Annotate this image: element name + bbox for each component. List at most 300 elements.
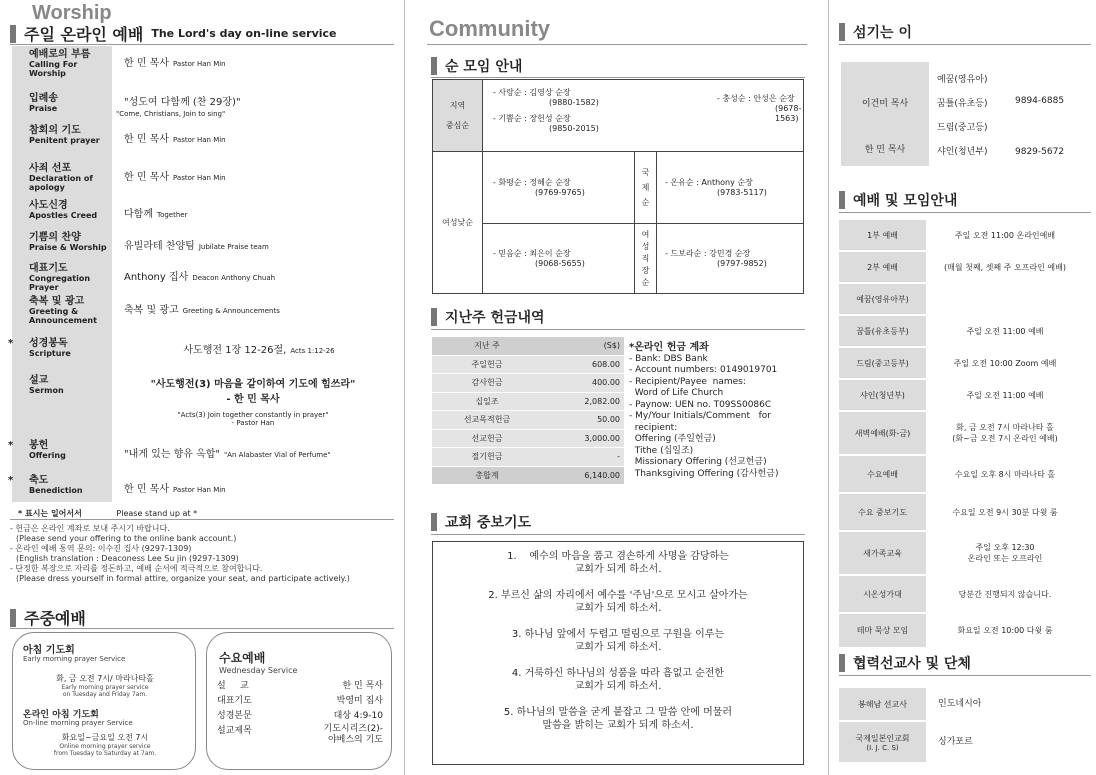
order-label-ko: 입례송 [29,93,58,104]
worship-ghost-title: Worship [32,2,112,24]
online-en: On-line morning prayer Service [23,719,133,727]
prayer-box [432,541,804,765]
mission-label-line: 봉해남 선교사 [858,699,907,709]
order-value-en: Deacon Anthony Chuah [192,274,276,282]
schedule-title: 예배 및 모임안내 [853,193,958,209]
group-peace [483,152,635,224]
wed-row-value-line: 박영미 집사 [336,696,383,706]
schedule-value-line: (매월 첫째, 셋째 주 오프라인 예배) [944,262,1066,272]
order-value-en: Pastor Han Min [173,174,226,182]
order-label-ko: 설교 [29,375,49,386]
mission-label-line: (I. J. C. S) [866,743,899,752]
wed-rows [217,679,383,746]
prayer-item [433,706,803,732]
offering-label: 총합계 [432,466,542,485]
bank-line: Offering (주일헌금) [629,434,716,444]
dawn-time: 화, 금 오전 7시/ 마라나타홀 [56,674,154,683]
section-bar [10,25,16,43]
offering-amount: 6,140.00 [542,466,624,485]
prayer-item [433,628,803,654]
community-column [405,0,829,775]
schedule-label: 2부 예배 [839,252,926,282]
group-mid-work: 여 성 직 장 순 [635,224,657,294]
bank-title: *온라인 헌금 계좌 [629,342,709,353]
group-faith [483,224,635,294]
schedule-value-line: 당분간 진행되지 않습니다. [958,589,1052,599]
worship-section-header [10,22,337,45]
order-value-ko: 한 민 목사 [124,172,169,183]
order-label-ko: 예배로의 부름 [29,49,91,60]
order-label [12,90,112,122]
group-peace-phone: (9769-9765) [535,187,585,197]
schedule-label: 1부 예배 [839,220,926,250]
standing-mark: * [8,338,14,349]
order-label-en: Congregation Prayer [29,274,91,292]
serve-section-header [839,22,912,42]
group-gentle [657,152,804,224]
section-bar [10,609,16,627]
dawn-en: Early morning prayer Service [23,655,126,663]
serve-b-name: 한 민 목사 [864,145,906,155]
schedule-value-line: 온라인 또는 오프라인 [967,554,1043,563]
schedule-value-line: 화, 금 오전 7시 마라나타 홀 [956,423,1054,432]
schedule-value-line: 수요일 오후 8시 마라나타 홀 [954,469,1056,479]
note-line: (English translation : Deaconess Lee Su jin (9297-1309) [16,554,239,563]
order-value-en: "An Alabaster Vial of Perfume" [224,451,331,459]
prayer-item [433,550,803,576]
offering-row [432,411,624,430]
schedule-row [839,284,1084,316]
wed-row-key: 설 교 [217,681,249,691]
order-label [12,293,112,335]
order-value [112,90,394,122]
wed-row [217,694,383,709]
mission-label-line: 국제일본인교회 [855,733,910,743]
dawn-time-en1: Early morning prayer service [61,684,149,691]
order-value [112,372,394,437]
bank-line: - Account numbers: 0149019701 [629,365,778,375]
schedule-row [839,576,1084,614]
group-deborah-line: - 드보라순 : 강민경 순장 [665,248,751,258]
schedule-value [926,469,1084,480]
note-line: - 단정한 복장으로 자리를 정돈하고, 예배 순서에 적극적으로 참여합니다. [10,564,263,573]
serve-a-roles [937,68,988,164]
offering-label: 감사헌금 [432,374,542,393]
schedule-row [839,494,1084,532]
order-label [8,472,112,502]
order-label-en: Benediction [29,486,83,495]
serve-a-role: 드림(중고등) [937,123,988,133]
prayer-line: 2. 부르신 삶의 자리에서 예수를 '주님'으로 모시고 살아가는 [488,590,748,601]
schedule-value-line: 수요일 오전 9시 30분 다윗 룸 [952,507,1058,517]
sermon-preacher: - 한 민 목사 [226,394,280,405]
section-bar [431,513,437,531]
schedule-value-line: 주일 오전 10:00 Zoom 예배 [953,358,1057,368]
note-line: - 온라인 예배 통역 문의: 이수진 집사 (9297-1309) [10,544,192,553]
worship-title: 주일 온라인 예배 [24,25,144,44]
order-label-ko: 축도 [29,475,49,486]
order-row [12,46,394,90]
stand-note [18,508,197,519]
group-cell-region [483,80,804,152]
order-value [112,472,394,502]
bank-line: - My/Your Initials/Comment for [629,411,771,421]
order-value-ko: 한 민 목사 [124,484,169,495]
morning-prayer-box [12,632,196,770]
schedule-value-line: 주일 오후 12:30 [975,543,1035,552]
serve-a-name: 이건미 목사 [861,99,909,109]
serve-a-role: 꿈틀(유초등) [937,99,988,109]
order-label [12,197,112,229]
wednesday-service-box [206,632,392,770]
order-label-en: Sermon [29,386,64,395]
schedule-label: 수요예배 [839,456,926,492]
offering-amount: - [542,448,624,467]
online-time-en2: from Tuesday to Saturday at 7am. [53,750,157,757]
group-faith-phone: (9068-5655) [535,258,585,268]
offering-amount: 400.00 [542,374,624,393]
mission-title: 협력선교사 및 단체 [853,656,971,672]
schedule-label: 테마 묵상 모임 [839,614,926,647]
wed-row [217,709,383,724]
offering-table [432,337,624,485]
divider [10,44,394,45]
order-value [112,46,394,90]
group-deborah-phone: (9797-9852) [717,258,767,268]
order-value-ko: 다함께 [124,209,153,220]
schedule-value [926,390,1084,401]
order-value-ko: 사도행전 1장 12-26절, [183,345,287,356]
order-row [12,260,394,293]
order-value-ko: 축복 및 광고 [124,305,179,316]
prayer-line: 교회가 되게 하소서. [574,564,662,575]
offering-head-unit: (S$) [542,337,624,355]
serve-a-phone: 9894-6885 [1015,96,1065,106]
prayer-item [433,667,803,693]
schedule-value [926,326,1084,337]
schedule-value [926,589,1084,600]
order-value [112,437,394,472]
schedule-label: 꿈틀(유초등부) [839,316,926,346]
order-value-ko: 한 민 목사 [124,58,169,69]
worship-column [0,0,405,775]
prayer-item [433,589,803,615]
bank-line: - Bank: DBS Bank [629,353,708,364]
serve-b-role: 샤인(청년부) [937,147,988,157]
order-label [12,260,112,293]
order-label-ko: 사도신경 [29,200,68,211]
offering-row [432,448,624,467]
group-loyal-line: - 충성순 : 안성은 순장 [717,94,795,103]
divider [431,329,805,330]
standing-mark: * [8,475,14,486]
schedule-label: 새벽예배(화-금) [839,412,926,454]
prayer-title: 교회 중보기도 [445,515,532,531]
order-label-ko: 대표기도 [29,263,68,274]
worship-title-en: The Lord's day on-line service [151,27,337,40]
serve-b-phone: 9829-5672 [1015,147,1065,157]
stand-note-en: Please stand up at * [116,509,198,518]
order-value [112,335,394,372]
divider [839,212,1091,213]
community-ghost-title: Community [429,16,550,41]
schedule-label: 수요 중보기도 [839,494,926,530]
wed-row [217,679,383,694]
prayer-line: 말씀을 밝히는 교회가 되게 하소서. [542,720,694,731]
order-label [8,437,112,472]
schedule-value-line: 주일 오전 11:00 온라인예배 [954,230,1056,240]
prayer-section-header [431,512,531,532]
order-row [12,160,394,197]
order-label [8,335,112,372]
order-row [12,90,394,122]
mission-label [839,688,926,720]
order-label-ko: 참회의 기도 [29,125,81,136]
sermon-preacher-en: - Pastor Han [231,419,275,427]
info-column [829,0,1096,775]
order-label-en: Scripture [29,349,71,358]
bank-line: Tithe (십일조) [629,445,694,456]
group-love [493,88,599,134]
offering-label: 주일헌금 [432,355,542,374]
group-joy-line: - 기쁨순 : 장헌성 순장 [493,114,571,123]
order-value-ko: 유빌라테 찬양팀 [124,241,195,252]
order-label-en: Praise [29,104,58,113]
weekday-section-header [10,606,86,629]
schedule-grid [839,220,1084,649]
offering-label: 선교목적헌금 [432,411,542,430]
order-value-en: Greeting & Announcements [182,307,280,315]
offering-amount: 2,082.00 [542,392,624,411]
schedule-row [839,348,1084,380]
schedule-row [839,614,1084,649]
prayer-line: 교회가 되게 하소서. [574,642,662,653]
group-peace-line: - 화평순 : 정혜순 순장 [493,177,571,187]
group-loyal-phone: (9678-1563) [775,104,802,123]
order-row [12,197,394,229]
dawn-title: 아침 기도회 [23,645,75,656]
schedule-row [839,456,1084,494]
order-value-en: Acts 1:12-26 [290,347,335,355]
order-value-en: Together [156,211,188,219]
schedule-section-header [839,190,957,210]
divider [427,44,807,45]
schedule-value-line: 주일 오전 11:00 예배 [966,390,1044,400]
order-label-en: Penitent prayer [29,136,100,145]
offering-section-header [431,307,545,327]
wed-row-value-line: 야베스의 기도 [327,735,383,745]
mission-section-header [839,653,971,673]
online-time-en1: Online morning prayer service [59,743,151,750]
offering-amount: 50.00 [542,411,624,430]
online-time: 화요일~금요일 오전 7시 [61,733,149,742]
bank-line: Thanksgiving Offering (감사헌금) [629,468,779,479]
group-label-region: 지역 중심순 [433,80,483,152]
divider [10,519,394,520]
schedule-label: 샤인(청년부) [839,380,926,410]
section-bar [839,23,845,41]
schedule-value-line: 화요일 오전 10:00 다윗 룸 [957,626,1053,635]
order-value-en: Pastor Han Min [173,136,226,144]
schedule-row [839,412,1084,456]
groups-title: 순 모임 안내 [445,59,523,75]
standing-mark: * [8,440,14,451]
order-value-en: Pastor Han Min [173,60,226,68]
schedule-value [926,625,1084,636]
order-label-ko: 성경봉독 [29,338,68,349]
offering-row [432,374,624,393]
group-love-phone: (9880-1582) [549,98,599,107]
group-love-line: - 사랑순 : 김영상 순장 [493,88,571,97]
prayer-line: 교회가 되게 하소서. [574,603,662,614]
prayer-line: 5. 하나님의 말씀을 굳게 붙잡고 그 말씀 안에 머물러 [503,707,733,718]
group-joy-phone: (9850-2015) [549,124,599,133]
schedule-label: 드림(중고등부) [839,348,926,378]
divider [10,628,394,629]
order-value-en: Pastor Han Min [173,486,226,494]
order-value-ko: "성도여 다함께 (찬 29장)" [124,97,241,108]
order-label [12,46,112,90]
schedule-label: 시온성가대 [839,576,926,612]
schedule-value [926,542,1084,564]
order-row [8,472,394,502]
group-loyal [717,94,803,124]
order-value [112,160,394,197]
sermon-title: "사도행전(3) 마음을 같이하여 기도에 힘쓰라" [150,379,356,390]
group-gentle-phone: (9783-5117) [717,187,767,197]
wed-row-value [324,724,383,746]
mission-value: 인도네시아 [938,698,982,709]
offering-row [432,392,624,411]
order-label-en: Calling For Worship [29,60,78,78]
offering-label: 십일조 [432,392,542,411]
divider [431,534,805,535]
wed-row-value-line: 기도시리즈(2)- [323,724,383,734]
offering-label: 절기헌금 [432,448,542,467]
order-value-ko: 한 민 목사 [124,134,169,145]
note-line: (Please send your offering to the online bank account.) [16,534,237,543]
mission-row [839,722,1084,764]
schedule-value [926,507,1084,518]
schedule-value [926,262,1084,273]
serve-a-role: 예꿈(영유아) [937,75,988,85]
wed-row-value [334,709,383,724]
group-faith-line: - 믿음순 : 최은이 순장 [493,248,571,258]
wed-row-key: 설교제목 [217,726,252,736]
weekday-title: 주중예배 [24,609,86,628]
order-label-en: Offering [29,451,66,460]
prayer-line: 1. 예수의 마음을 품고 겸손하게 사명을 감당하는 [507,551,729,562]
order-row [12,229,394,260]
section-bar [431,308,437,326]
prayer-line: 교회가 되게 하소서. [574,681,662,692]
bank-lines [629,354,778,481]
order-value [112,122,394,160]
mission-label [839,722,926,762]
offering-amount: 608.00 [542,355,624,374]
prayer-line: 4. 거룩하신 하나님의 성품을 따라 흠없고 순전한 [511,668,725,679]
offering-row [432,355,624,374]
order-label-ko: 사죄 선포 [29,163,72,174]
order-label [12,229,112,260]
sermon-title-en: "Acts(3) Join together constantly in prayer" [177,411,329,419]
order-row [12,122,394,160]
wed-row-value-line: 한 민 목사 [342,681,383,691]
schedule-label: 예꿈(영유아부) [839,284,926,314]
order-value-ko: "내게 있는 향유 옥합" [124,449,221,460]
offering-title: 지난주 헌금내역 [445,310,545,326]
order-value-ko: Anthony 집사 [124,272,189,283]
prayer-line: 3. 하나님 앞에서 두렵고 떨림으로 구원을 이루는 [511,629,725,640]
schedule-value-line: 주일 오전 11:00 예배 [966,326,1044,336]
schedule-value [926,422,1084,444]
wed-row [217,724,383,746]
serve-names [841,62,929,166]
wed-row-key: 성경본문 [217,711,252,721]
order-label [12,160,112,197]
serve-title: 섬기는 이 [853,25,912,41]
order-label-en: Praise & Worship [29,243,107,252]
schedule-value [926,230,1084,241]
mission-row [839,688,1084,722]
section-bar [839,654,845,672]
order-row [12,372,394,437]
order-row [8,437,394,472]
schedule-value-line: (화~금 오전 7시 온라인 예배) [952,434,1058,443]
online-time-en [13,743,197,757]
order-value-en: "Come, Christians, Join to sing" [116,110,226,118]
offering-row [432,429,624,448]
mission-value: 싱가포르 [938,736,973,747]
bank-line: - Recipient/Payee names: [629,376,746,387]
divider [431,77,805,78]
mission-grid [839,688,1084,764]
wed-row-key: 대표기도 [217,696,252,706]
stand-note-ko: * 표시는 일어서서 [18,509,82,518]
group-gentle-line: - 온유순 : Anthony 순장 [665,177,753,187]
note-line: - 헌금은 온라인 계좌로 보내 주시기 바랍니다. [10,524,170,533]
section-bar [431,57,437,75]
bank-line: Missionary Offering (선교헌금) [629,457,767,467]
order-label [12,122,112,160]
notes-list [10,524,350,584]
bank-info [629,342,778,480]
order-label-ko: 축복 및 광고 [29,296,85,307]
group-deborah [657,224,804,294]
schedule-row [839,380,1084,412]
order-label-en: Greeting & Announcement [29,307,97,325]
bank-line: Word of Life Church [629,388,724,398]
bank-line: recipient: [629,422,678,433]
wed-row-value-line: 대상 4:9-10 [333,711,383,721]
order-value [112,197,394,229]
order-label [12,372,112,437]
note-line: (Please dress yourself in formal attire, organize your seat, and participate actively.) [16,574,350,583]
offering-amount: 3,000.00 [542,429,624,448]
bank-line: - Paynow: UEN no. T09SS0086C [629,399,772,410]
order-label-ko: 봉헌 [29,440,49,451]
order-label-en: Apostles Creed [29,211,98,220]
schedule-value [926,358,1084,369]
divider [839,675,1091,676]
dawn-time-en2: on Tuesday and Friday 7am. [62,691,148,698]
section-bar [839,191,845,209]
order-value [112,260,394,293]
wed-title: 수요예배 [219,651,266,665]
divider [839,44,1091,45]
offering-head-label: 지난 주 [432,337,542,355]
schedule-row [839,252,1084,284]
